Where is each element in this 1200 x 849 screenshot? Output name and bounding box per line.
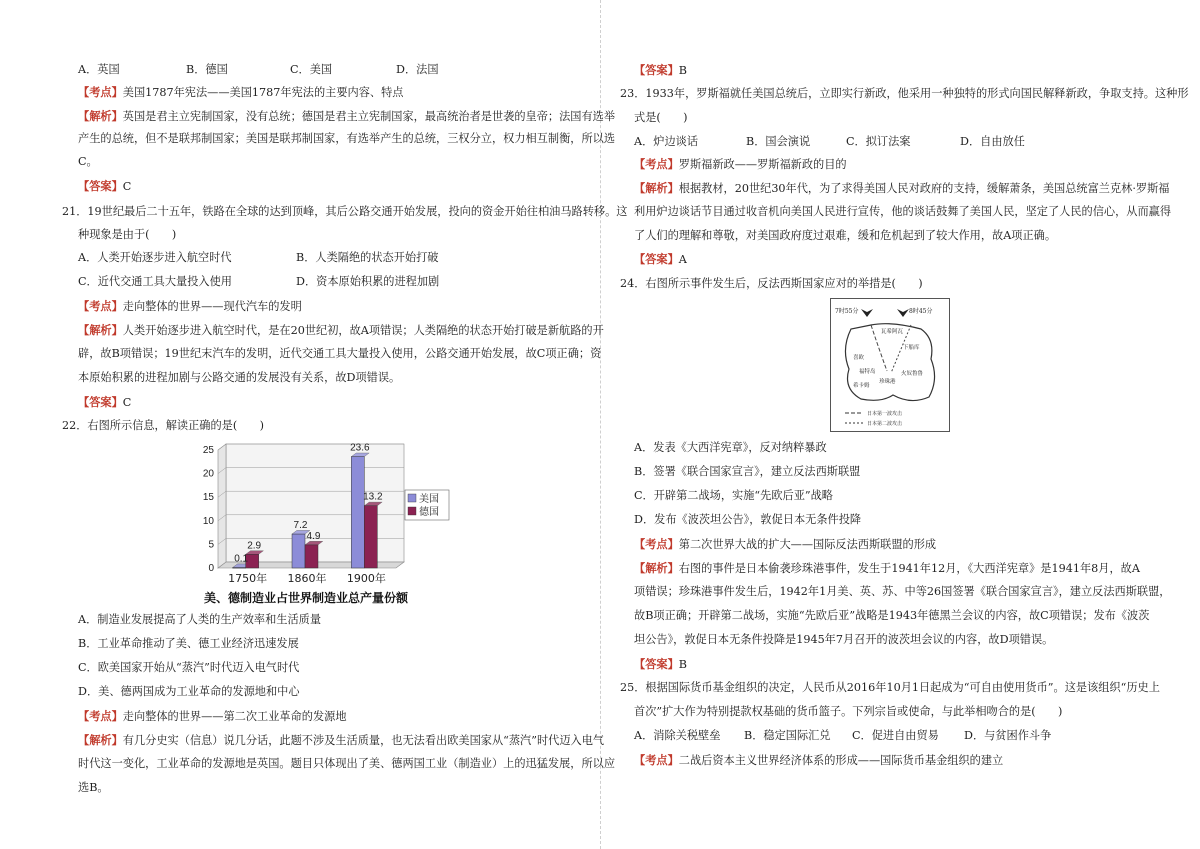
legend-swatch — [408, 494, 416, 502]
option-a: A．炉边谈话 — [634, 135, 699, 148]
q22-jiexi-line3: 选B。 — [78, 781, 109, 794]
x-tick-label: 1860年 — [287, 572, 327, 585]
legend-label: 美国 — [419, 494, 439, 505]
q21-kaodian: 【考点】走向整体的世界——现代汽车的发明 — [78, 299, 302, 313]
q20-jiexi-line2: 产生的总统，但不是联邦制国家；美国是联邦制国家，有选举产生的总统，三权分立，权力相互制衡，所以选 — [78, 132, 616, 145]
q20-answer: 【答案】C — [78, 179, 132, 193]
q23-stem-line2: 式是( ) — [634, 111, 688, 124]
option-c: C．促进自由贸易 — [852, 729, 939, 742]
bar-德国 — [305, 545, 318, 568]
q25-stem: 25．根据国际货币基金组织的决定，人民币从2016年10月1日起成为“可自由使用货币”。这是该组织“历史上 — [620, 681, 1160, 694]
place-label: 希卡姆 — [853, 383, 870, 389]
q21-option-b: B．人类隔绝的状态开始打破 — [296, 251, 439, 264]
q20-jiexi: 【解析】英国是君主立宪制国家，没有总统；德国是君主立宪制国家，最高统治者是世袭的皇帝；法国有选举 — [78, 109, 616, 123]
chart-side-wall — [218, 444, 226, 568]
place-label: 珍珠港 — [879, 379, 896, 385]
y-tick-label: 5 — [208, 539, 214, 551]
q21-stem: 21．19世纪最后二十五年，铁路在全球的达到顶峰，其后公路交通开始发展，投向的资金开始往柏油马路转移。这 — [62, 205, 628, 218]
y-tick-label: 0 — [208, 563, 214, 574]
pearl-harbor-map — [830, 298, 950, 432]
option-b: B．国会演说 — [746, 135, 811, 148]
time-label-1: 7时55分 — [835, 308, 859, 315]
q22-stem: 22．右图所示信息，解读正确的是( ) — [62, 419, 264, 432]
q25-stem-line2: 首次”扩大作为特别提款权基础的货币篮子。下列宗旨或使命，与此举相吻合的是( ) — [634, 705, 1063, 718]
q22-option-a: A．制造业发展提高了人类的生产效率和生活质量 — [78, 613, 322, 626]
q21-answer: 【答案】C — [78, 395, 132, 409]
q20-jiexi-line3: C。 — [78, 155, 98, 168]
q21-jiexi: 【解析】人类开始逐步进入航空时代，是在20世纪初，故A项错误；人类隔绝的状态开始打破是新航路的开 — [78, 323, 604, 337]
q21-stem-line2: 种现象是由于( ) — [78, 228, 177, 241]
bar-美国 — [351, 457, 364, 568]
q21-jiexi-line3: 本原始积累的进程加剧与公路交通的发展没有关系，故D项错误。 — [78, 371, 401, 384]
option-b: B．德国 — [186, 63, 228, 76]
legend-label: 德国 — [419, 507, 439, 518]
x-tick-label: 1900年 — [346, 572, 386, 585]
q21-option-d: D．资本原始积累的进程加剧 — [296, 275, 440, 288]
q22-jiexi: 【解析】有几分史实（信息）说几分话，此题不涉及生活质量，也无法看出欧美国家从“蒸汽”时代迈入电气 — [78, 733, 605, 747]
q24-jiexi-line3: 故B项正确；开辟第二战场，实施“先欧后亚”战略是1943年德黑兰会议的内容，故C项错误；发布《波茨 — [634, 609, 1150, 622]
option-d: D．法国 — [396, 63, 439, 76]
legend-swatch — [408, 507, 416, 515]
q24-kaodian: 【考点】第二次世界大战的扩大——国际反法西斯联盟的形成 — [634, 537, 937, 551]
q22-kaodian: 【考点】走向整体的世界——第二次工业革命的发源地 — [78, 709, 347, 723]
q24-jiexi-line4: 坦公告》，敦促日本无条件投降是1945年7月召开的波茨坦会议的内容，故D项错误。 — [634, 633, 1054, 646]
chart-title: 美、德制造业占世界制造业总产量份额 — [203, 591, 409, 605]
q24-stem: 24．右图所示事件发生后，反法西斯国家应对的举措是( ) — [620, 277, 923, 290]
q24-jiexi-line2: 项错误；珍珠港事件发生后，1942年1月美、英、苏、中等26国签署《联合国家宣言》，建立反法西斯联盟， — [634, 585, 1171, 598]
data-label: 4.9 — [306, 530, 321, 542]
q21-option-a: A．人类开始逐步进入航空时代 — [78, 251, 232, 264]
q21-option-c: C．近代交通工具大量投入使用 — [78, 275, 232, 288]
q23-stem: 23．1933年，罗斯福就任美国总统后，立即实行新政，他采用一种独特的形式向国民解释新政，争取支持。这种形 — [620, 87, 1189, 100]
place-label: 火奴鲁鲁 — [901, 371, 924, 377]
y-tick-label: 20 — [202, 468, 214, 480]
place-label: 瓦希阿瓦 — [881, 329, 904, 335]
bar-德国 — [364, 506, 377, 568]
q21-jiexi-line2: 辟，故B项错误；19世纪末汽车的发明，近代交通工具大量投入使用，公路交通开始发展，故C项正确；资 — [78, 347, 602, 360]
manufacturing-share-chart — [196, 436, 456, 608]
place-label: 喜欧 — [853, 355, 865, 361]
q22-answer: 【答案】B — [634, 63, 687, 77]
option-a: A．消除关税壁垒 — [634, 729, 721, 742]
q22-jiexi-line2: 时代这一变化，工业革命的发源地是英国。题目只体现出了美、德两国工业（制造业）上的迅猛发展，所以应 — [78, 757, 616, 770]
q22-option-d: D．美、德两国成为工业革命的发源地和中心 — [78, 685, 300, 698]
legend-label-1: 日本第一波攻击 — [867, 411, 903, 417]
x-tick-label: 1750年 — [228, 572, 268, 585]
time-label-2: 8时45分 — [909, 308, 933, 315]
y-tick-label: 25 — [202, 445, 214, 456]
q23-jiexi-line2: 利用炉边谈话节目通过收音机向美国人民进行宣传，他的谈话鼓舞了美国人民，坚定了人民的信心，从而赢得 — [634, 205, 1172, 218]
q23-jiexi-line3: 了人们的理解和尊敬，对美国政府度过艰难，缓和危机起到了较大作用，故A项正确。 — [634, 229, 1057, 242]
q24-option-d: D．发布《波茨坦公告》，敦促日本无条件投降 — [634, 513, 862, 526]
map-drawing — [831, 299, 949, 431]
y-tick-label: 10 — [202, 515, 214, 527]
data-label: 23.6 — [350, 442, 370, 454]
legend-label-2: 日本第二波攻击 — [867, 421, 903, 427]
plane-icon — [861, 309, 873, 317]
q23-options — [634, 134, 1025, 150]
q24-option-c: C．开辟第二战场，实施“先欧后亚”战略 — [634, 489, 833, 502]
data-label: 2.9 — [247, 540, 262, 552]
column-divider — [600, 0, 601, 849]
q23-kaodian: 【考点】罗斯福新政——罗斯福新政的目的 — [634, 157, 847, 171]
q23-answer: 【答案】A — [634, 252, 687, 266]
island-outline — [845, 324, 934, 401]
option-d: D．自由放任 — [960, 135, 1025, 148]
q25-kaodian: 【考点】二战后资本主义世界经济体系的形成——国际货币基金组织的建立 — [634, 753, 1004, 767]
data-label: 0.1 — [234, 553, 249, 565]
option-a: A．英国 — [78, 63, 120, 76]
q22-option-b: B．工业革命推动了美、德工业经济迅速发展 — [78, 637, 299, 650]
q24-option-b: B．签署《联合国家宣言》，建立反法西斯联盟 — [634, 465, 861, 478]
data-label: 7.2 — [293, 520, 308, 532]
bar-美国 — [292, 534, 305, 568]
option-c: C．美国 — [290, 63, 333, 76]
q20-kaodian: 【考点】美国1787年宪法——美国1787年宪法的主要内容、特点 — [78, 85, 404, 99]
option-c: C．拟订法案 — [846, 135, 911, 148]
q23-jiexi: 【解析】根据教材，20世纪30年代，为了求得美国人民对政府的支持，缓解萧条，美国总统富兰克林·罗斯福 — [634, 181, 1170, 195]
option-b: B．稳定国际汇兑 — [744, 729, 831, 742]
q24-jiexi: 【解析】右图的事件是日本偷袭珍珠港事件，发生于1941年12月，《大西洋宪章》是1941年8月，故A — [634, 561, 1140, 575]
q20-options — [78, 62, 439, 78]
plane-icon — [897, 309, 909, 317]
y-tick-label: 15 — [202, 492, 214, 504]
q25-options — [634, 728, 1051, 744]
q24-option-a: A．发表《大西洋宪章》，反对纳粹暴政 — [634, 441, 827, 454]
q24-answer: 【答案】B — [634, 657, 687, 671]
data-label: 13.2 — [363, 491, 383, 503]
place-label: 福特岛 — [859, 369, 876, 375]
q22-option-c: C．欧美国家开始从“蒸汽”时代迈入电气时代 — [78, 661, 300, 674]
option-d: D．与贫困作斗争 — [964, 729, 1052, 742]
place-label: 下船库 — [903, 345, 920, 351]
